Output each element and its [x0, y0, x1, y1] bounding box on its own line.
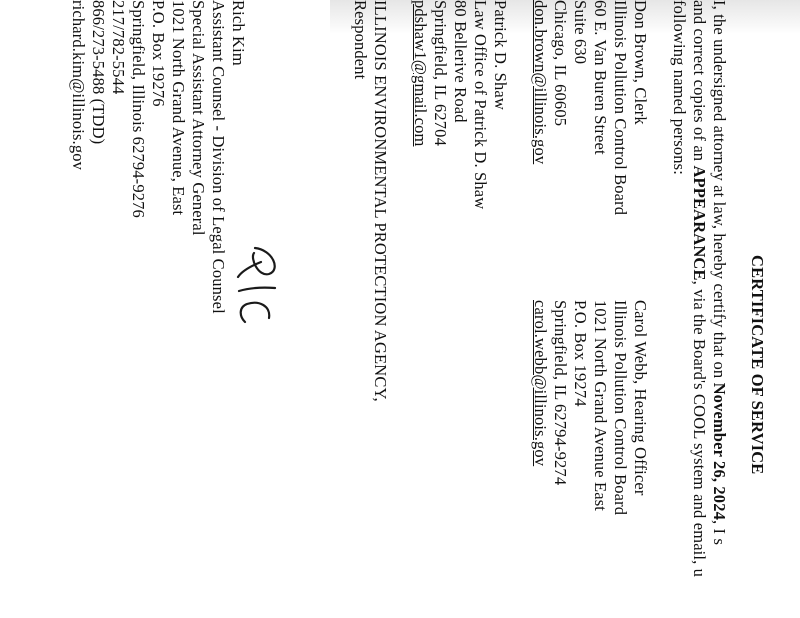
- signer-title-1: Assistant Counsel - Division of Legal Counsel: [209, 0, 228, 314]
- recipient-left-suite: Suite 630: [571, 0, 590, 65]
- recipient-right-street: 1021 North Grand Avenue East: [591, 300, 610, 512]
- party-role: Respondent: [351, 0, 370, 80]
- intro-line-2: [689, 0, 709, 577]
- intro-line-1a: I, the undersigned attorney at law, hereby certify that on: [710, 0, 729, 383]
- signer-name: Rich Kim: [229, 0, 248, 66]
- handwritten-signature: [233, 244, 285, 328]
- recipient-left-city: Chicago, IL 60605: [551, 0, 570, 127]
- recipient-left-org: Illinois Pollution Control Board: [611, 0, 630, 216]
- recipient-third-street: 80 Bellerive Road: [451, 0, 470, 123]
- recipient-left-street: 60 E. Van Buren Street: [591, 0, 610, 155]
- intro-line-2b: , via the Board's COOL system and email, u: [690, 280, 709, 578]
- intro-line-1: [709, 0, 729, 545]
- recipient-left-name: Don Brown, Clerk: [631, 0, 650, 125]
- service-date: November 26, 2024: [710, 382, 729, 520]
- intro-line-1b: , I s: [710, 520, 729, 546]
- document-name: APPEARANCE: [690, 165, 709, 281]
- recipient-third-email-link[interactable]: pdshaw1@gmail.com: [411, 0, 430, 147]
- recipient-third-firm: Law Office of Patrick D. Shaw: [471, 0, 490, 210]
- recipient-third-city: Springfield, IL 62704: [431, 0, 450, 146]
- signer-phone: 217/782-5544: [109, 0, 128, 95]
- recipient-third-name: Patrick D. Shaw: [491, 0, 510, 110]
- party-name: ILLINOIS ENVIRONMENTAL PROTECTION AGENCY,: [371, 0, 390, 402]
- intro-line-3: following named persons:: [670, 0, 689, 175]
- intro-line-2a: and correct copies of an: [690, 0, 709, 166]
- recipient-right-org: Illinois Pollution Control Board: [611, 300, 630, 516]
- certificate-title: CERTIFICATE OF SERVICE: [748, 255, 767, 475]
- signer-street: 1021 North Grand Avenue, East: [169, 0, 188, 216]
- recipient-right-email-link[interactable]: carol.webb@illinois.gov: [531, 300, 550, 467]
- signer-city: Springfield, Illinois 62794-9276: [129, 0, 148, 218]
- signer-pobox: P.O. Box 19276: [149, 0, 168, 107]
- recipient-left-email-link[interactable]: don.brown@illinois.gov: [531, 0, 550, 165]
- recipient-right-pobox: P.O. Box 19274: [571, 300, 590, 407]
- recipient-right-name: Carol Webb, Hearing Officer: [631, 300, 650, 496]
- signer-tdd: 866/273-5488 (TDD): [89, 0, 108, 145]
- recipient-right-city: Springfield, IL 62794-9274: [551, 300, 570, 486]
- signer-email[interactable]: richard.kim@illinois.gov: [69, 0, 88, 171]
- signer-title-2: Special Assistant Attorney General: [189, 0, 208, 236]
